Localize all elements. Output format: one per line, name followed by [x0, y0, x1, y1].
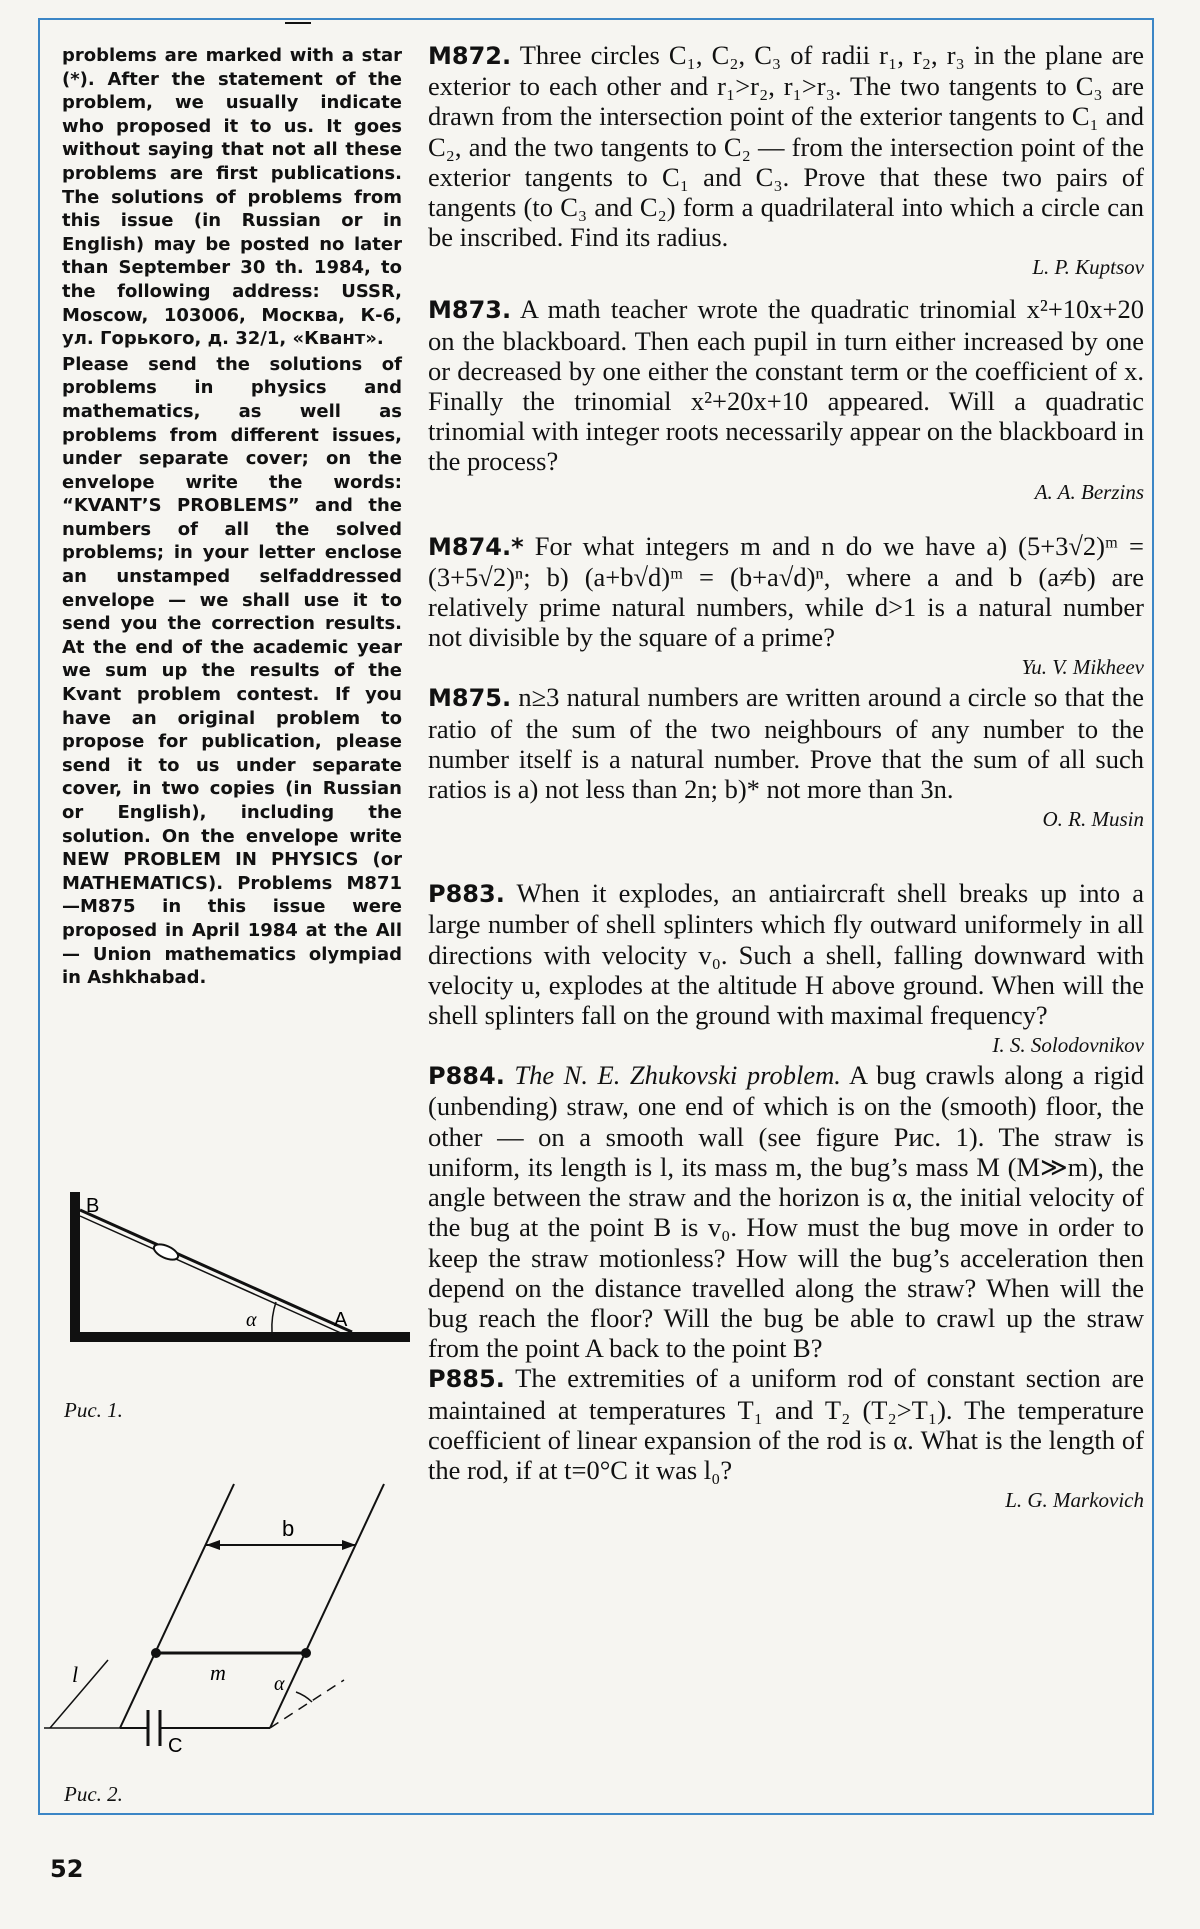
problem-m872: M872. Three circles C₁, C₂, C₃ of radii r₁, r₂, r₃ in the plane are exterior to each other and r₁>r₂, r₁>r₃. The two tangents to C₃ are drawn from the intersection point of the exterior tangents to C₁ and C₂, and the two tangents to C₂ — from the intersection point of the exterior tangents to C₁ and C₃. Prove that these two pairs of tangents (to C₃ and C₂) form a quadrilateral into which a circle can be inscribed. Find its radius. — [428, 40, 1144, 253]
fig1-label-alpha: α — [246, 1309, 257, 1331]
author-p883: I. S. Solodovnikov — [992, 1033, 1144, 1058]
intro-paragraph-1: problems are marked with a star (*). After the statement of the problem, we usually indicate who proposed it to us. It goes without saying that not all these problems are first publications. The solutions of problems from this issue (in Russian or in English) may be posted no later than September 30 th. 1984, to the following address: USSR, Moscow, 103006, Москва, К-6, ул. Горького, д. 32/1, «Квант». — [62, 45, 402, 350]
problem-p883: P883. When it explodes, an antiaircraft shell breaks up into a large number of shell splinters which fly outward uniformely in all directions with velocity v₀. Such a shell, falling downward with velocity u, explodes at the altitude H above ground. When will the shell splinters fall on the ground with maximal frequency? — [428, 878, 1144, 1031]
figure-1-caption: Рис. 1. — [64, 1398, 123, 1422]
figure-2-circuit-diagram — [44, 1470, 394, 1755]
problem-p885: P885. The extremities of a uniform rod of constant section are maintained at temperatures T₁ and T₂ (T₂>T₁). The temperature coefficient of linear expansion of the rod is α. What is the length of the rod, if at t=0°C it was l₀? — [428, 1363, 1144, 1485]
figure-1-straw-diagram — [62, 1190, 414, 1360]
fig2-label-l: l — [72, 1662, 79, 1687]
intro-paragraph-2: Please send the solutions of problems in physics and mathematics, as well as problems from different issues, under separate cover; on the envelope write the words: “KVANT’S PROBLEMS” and the numbers of all the solved problems; in your letter enclose an unstamped selfaddressed envelope — we shall use it to send you the correction results. At the end of the academic year we sum up the results of the Kvant problem contest. If you have an original problem to propose for publication, please send it to us under separate cover, in two copies (in Russian or English), including the solution. On the envelope write NEW PROBLEM IN PHYSICS (or MATHEMATICS). Problems M871—M875 in this issue were proposed in April 1984 at the All — Union mathematics olympiad in Ashkhabad. — [62, 353, 402, 989]
fig2-label-b: b — [282, 1516, 295, 1541]
author-m873: A. A. Berzins — [1034, 479, 1144, 504]
problem-m874: M874.* For what integers m and n do we have a) (5+3√2)ᵐ = (3+5√2)ⁿ; b) (a+b√d)ᵐ = (b+a√d)ⁿ, where a and b (a≠b) are relatively prime natural numbers, while d>1 is a natural number not divisible by the square of a prime? — [428, 530, 1145, 653]
problems-column — [428, 40, 1144, 1515]
figure-2-caption: Рис. 2. — [64, 1782, 123, 1806]
author-m872: L. P. Kuptsov — [1032, 255, 1144, 280]
problem-m875: M875. n≥3 natural numbers are written around a circle so that the ratio of the sum of the two neighbours of any number to the number itself is a natural number. Prove that the sum of all such ratios is a) not less than 2n; b)* not more than 3n. — [428, 682, 1144, 805]
problem-m873: M873. A math teacher wrote the quadratic trinomial x²+10x+20 on the blackboard. Then each pupil in turn either increased by one or decreased by one either the constant term or the coefficient of x. Finally the trinomial x²+20x+10 appeared. Will a quadratic trinomial with integer roots necessarily appear on the blackboard in the process? — [428, 294, 1145, 477]
problem-p884: P884. The N. E. Zhukovski problem. A bug crawls along a rigid (unbending) straw, one end of which is on the (smooth) floor, the other — on a smooth wall (see figure Рис. 1). The straw is uniform, its length is l, its mass m, the bug’s mass M (M≫m), the angle between the straw and the horizon is α, the initial velocity of the bug at the point B is v₀. How must the bug move in order to keep the straw motionless? How will the bug’s acceleration then depend on the distance travelled along the straw? When will the bug reach the floor? Will the bug be able to crawl up the straw from the point A back to the point B? — [428, 1060, 1145, 1364]
top-dash — [285, 22, 311, 24]
left-column — [62, 44, 402, 992]
fig2-label-m: m — [210, 1660, 226, 1685]
author-m874: Yu. V. Mikheev — [1021, 655, 1144, 680]
fig1-label-b: B — [86, 1195, 100, 1217]
fig1-label-a: A — [334, 1309, 348, 1331]
author-m875: O. R. Musin — [1042, 807, 1144, 832]
fig2-label-c: C — [168, 1735, 183, 1755]
page-number: 52 — [50, 1855, 84, 1883]
fig2-label-alpha: α — [274, 1673, 285, 1695]
author-p885: L. G. Markovich — [1005, 1488, 1144, 1513]
